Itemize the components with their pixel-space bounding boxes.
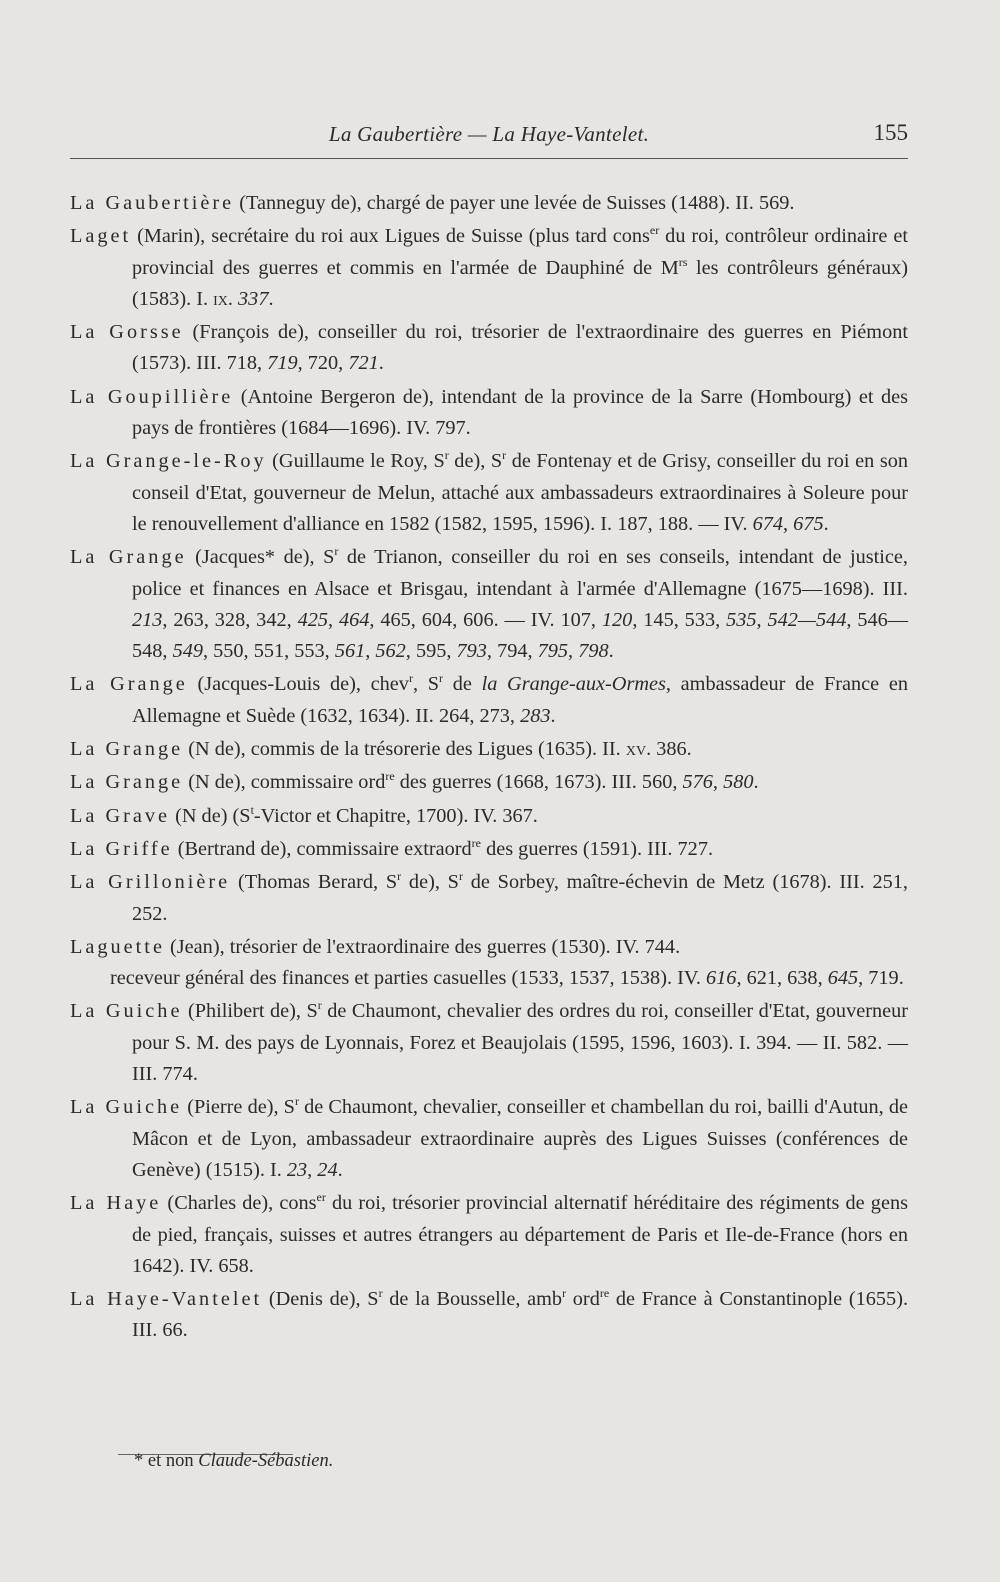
entry-name: La Grange bbox=[70, 673, 188, 696]
entry-name: Laget bbox=[70, 225, 132, 248]
index-entry: La Gorsse (François de), conseiller du roi, trésorier de l'extraordinaire des guerres en Piémont (1573). III. 718, 719, 720, 721. bbox=[70, 321, 908, 375]
index-entry: La Grange-le-Roy (Guillaume le Roy, $S^r$ de), $S^r$ de Fontenay et de Grisy, conseiller du roi en son conseil d'Etat, gouverneur de Melun, attaché aux ambassadeurs extraordinaires à Soleure pour le renouvellement d'alliance en 1582 (1582, 1595, 1596). I. 187, 188. — IV. 674, 675. bbox=[70, 448, 909, 535]
entry-name: La Grange bbox=[70, 771, 184, 794]
footnote: * et non Claude-Sébastien. bbox=[134, 1451, 334, 1471]
index-entry: La Guiche (Pierre de), $S^r$ de Chaumont, chevalier, conseiller et chambellan du roi, bailli d'Autun, de Mâcon et de Lyon, ambassadeur extraordinaire auprès des Ligues Suisses (conférences de Genève) (1515). I. 23, 24. bbox=[70, 1094, 909, 1181]
running-title: La Gaubertière — La Haye-Vantelet. bbox=[328, 122, 650, 146]
entry-continuation: receveur général des finances et parties casuelles (1533, 1537, 1538). IV. 616, 621, 638, 645, 719. bbox=[110, 967, 904, 990]
entry-name: La Grange bbox=[70, 738, 184, 761]
index-entry: La Grange (Jacques-Louis de), chev$^r$, $S^r$ de la Grange-aux-Ormes, ambassadeur de France en Allemagne et Suède (1632, 1634). II. 264, 273, 283. bbox=[70, 671, 908, 727]
entry-name: La Grillonière bbox=[70, 871, 231, 894]
entry-name: La Gorsse bbox=[70, 321, 184, 344]
page-header bbox=[70, 118, 908, 159]
entry-name: Laguette bbox=[70, 935, 165, 958]
index-entry: La Grange (N de), commis de la trésorerie des Ligues (1635). II. xv. 386. bbox=[70, 738, 692, 761]
entry-name: La Griffe bbox=[70, 837, 173, 860]
index-entries bbox=[70, 188, 908, 1347]
index-entry: Laguette (Jean), trésorier de l'extraordinaire des guerres (1530). IV. 744. receveur général des finances et parties casuelles (1533, 1537, 1538). IV. 616, 621, 638, 645, 719. bbox=[70, 932, 908, 995]
page-number: 155 bbox=[873, 120, 908, 145]
index-entry: La Grave (N de) ($S^t$-Victor et Chapitre, 1700). IV. 367. bbox=[70, 802, 538, 827]
entry-name: La Grange-le-Roy bbox=[70, 450, 267, 473]
index-entry: La Griffe (Bertrand de), commissaire extraord$^{re}$ des guerres (1591). III. 727. bbox=[70, 835, 714, 860]
index-entry: La Grange (N de), commissaire ord$^{re}$ des guerres (1668, 1673). III. 560, 576, 580. bbox=[70, 769, 759, 794]
entry-name: La Guiche bbox=[70, 1096, 183, 1119]
entry-name: La Grange bbox=[70, 546, 187, 569]
index-entry: La Haye-Vantelet (Denis de), $S^r$ de la Bousselle, amb$^r$ ord$^{re}$ de France à Constantinople (1655). III. 66. bbox=[70, 1286, 909, 1342]
entry-name: La Grave bbox=[70, 804, 171, 827]
entry-name: La Guiche bbox=[70, 1000, 183, 1023]
entry-name: La Goupillière bbox=[70, 385, 234, 408]
entry-name: La Haye bbox=[70, 1192, 162, 1215]
index-entry: La Grillonière (Thomas Berard, $S^r$ de), $S^r$ de Sorbey, maître-échevin de Metz (1678). III. 251, 252. bbox=[70, 869, 908, 925]
index-entry: La Gaubertière (Tanneguy de), chargé de payer une levée de Suisses (1488). II. 569. bbox=[70, 192, 795, 214]
index-entry: Laget (Marin), secrétaire du roi aux Ligues de Suisse (plus tard cons$^{er}$ du roi, contrôleur ordinaire et provincial des guerres et commis en l'armée de Dauphiné de $M^{rs}$ les contrôleurs généraux) (1583). I. ix. 337. bbox=[70, 223, 909, 310]
index-entry: La Goupillière (Antoine Bergeron de), intendant de la province de la Sarre (Hombourg) et des pays de frontières (1684—1696). IV. 797. bbox=[70, 385, 908, 440]
entry-name: La Gaubertière bbox=[70, 192, 235, 214]
index-entry: La Haye (Charles de), cons$^{er}$ du roi, trésorier provincial alternatif héréditaire des régiments de gens de pied, français, suisses et autres étrangers au département de Paris et Ile-de-France (hors en 1642). IV. 658. bbox=[70, 1190, 908, 1277]
index-entry: La Grange (Jacques* de), $S^r$ de Trianon, conseiller du roi en ses conseils, intendant de justice, police et finances en Alsace et Brisgau, intendant à l'armée d'Allemagne (1675—1698). III. 213, 263, 328, 342, 425, 464, 465, 604, 606. — IV. 107, 120, 145, 533, 535, 542—544, 546—548, 549, 550, 551, 553, 561, 562, 595, 793, 794, 795, 798. bbox=[70, 544, 909, 663]
index-entry: La Guiche (Philibert de), $S^r$ de Chaumont, chevalier des ordres du roi, conseiller d'Etat, gouverneur pour S. M. des pays de Lyonnais, Forez et Beaujolais (1595, 1596, 1603). I. 394. — II. 582. — III. 774. bbox=[70, 998, 909, 1086]
entry-name: La Haye-Vantelet bbox=[70, 1288, 263, 1311]
